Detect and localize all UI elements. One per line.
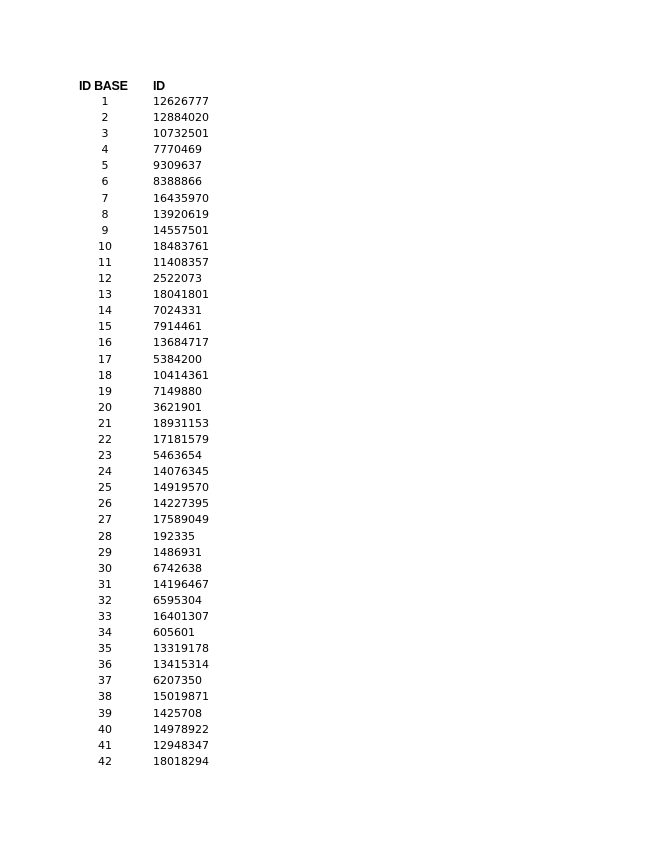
table-row [79, 432, 233, 448]
id-base-cell: 5 [101, 159, 109, 173]
table-row [79, 174, 233, 190]
table-row [79, 480, 233, 496]
table-row [79, 561, 233, 577]
column-header-id-base: ID BASE [79, 79, 128, 93]
table-row [79, 577, 233, 593]
id-cell: 18018294 [153, 754, 209, 768]
id-base-cell: 11 [98, 255, 112, 269]
id-cell: 10414361 [153, 368, 209, 382]
id-cell: 7024331 [153, 304, 202, 318]
id-cell: 14919570 [153, 481, 209, 495]
id-cell: 5384200 [153, 352, 202, 366]
id-cell: 10732501 [153, 127, 209, 141]
table-row [79, 529, 233, 545]
table-row [79, 271, 233, 287]
id-base-cell: 40 [98, 722, 112, 736]
id-base-cell: 26 [98, 497, 112, 511]
table-row [79, 400, 233, 416]
id-base-cell: 37 [98, 674, 112, 688]
id-base-cell: 29 [98, 545, 112, 559]
id-base-cell: 8 [101, 207, 109, 221]
table-row [79, 754, 233, 770]
id-cell: 17181579 [153, 432, 209, 446]
id-base-cell: 4 [101, 143, 109, 157]
table-row [79, 625, 233, 641]
table-row [79, 706, 233, 722]
table-row [79, 239, 233, 255]
table-row [79, 368, 233, 384]
id-cell: 14978922 [153, 722, 209, 736]
id-cell: 6595304 [153, 593, 202, 607]
id-base-cell: 38 [98, 690, 112, 704]
id-base-cell: 32 [98, 593, 112, 607]
column-header-id: ID [153, 79, 165, 93]
id-cell: 16435970 [153, 191, 209, 205]
id-cell: 15019871 [153, 690, 209, 704]
table-row [79, 689, 233, 705]
id-base-cell: 12 [98, 272, 112, 286]
id-cell: 14227395 [153, 497, 209, 511]
table-row [79, 722, 233, 738]
id-base-cell: 3 [101, 127, 109, 141]
id-cell: 8388866 [153, 175, 202, 189]
id-base-cell: 42 [98, 754, 112, 768]
id-table [79, 78, 233, 770]
table-row [79, 207, 233, 223]
id-base-cell: 25 [98, 481, 112, 495]
id-cell: 7149880 [153, 384, 202, 398]
id-base-cell: 41 [98, 738, 112, 752]
id-base-cell: 35 [98, 642, 112, 656]
table-row [79, 255, 233, 271]
id-cell: 11408357 [153, 255, 209, 269]
table-row [79, 94, 233, 110]
id-base-cell: 34 [98, 626, 112, 640]
id-base-cell: 18 [98, 368, 112, 382]
table-row [79, 303, 233, 319]
id-base-cell: 15 [98, 320, 112, 334]
id-cell: 14557501 [153, 223, 209, 237]
id-cell: 18483761 [153, 239, 209, 253]
table-row [79, 673, 233, 689]
id-cell: 17589049 [153, 513, 209, 527]
id-cell: 2522073 [153, 272, 202, 286]
table-row [79, 738, 233, 754]
id-cell: 14196467 [153, 577, 209, 591]
id-cell: 13684717 [153, 336, 209, 350]
header-row [79, 78, 233, 94]
id-cell: 13415314 [153, 658, 209, 672]
table-row [79, 496, 233, 512]
table-row [79, 191, 233, 207]
id-base-cell: 10 [98, 239, 112, 253]
id-cell: 13920619 [153, 207, 209, 221]
id-cell: 6742638 [153, 561, 202, 575]
id-base-cell: 33 [98, 610, 112, 623]
table-row [79, 448, 233, 464]
table-row [79, 110, 233, 126]
id-base-cell: 7 [101, 191, 109, 205]
id-base-cell: 21 [98, 416, 112, 430]
table-row [79, 287, 233, 303]
id-cell: 9309637 [153, 159, 202, 173]
id-base-cell: 6 [101, 175, 109, 189]
id-cell: 18041801 [153, 288, 209, 302]
id-base-cell: 1 [101, 95, 109, 108]
table-row [79, 126, 233, 142]
table-row [79, 319, 233, 335]
id-base-cell: 30 [98, 561, 112, 575]
id-base-cell: 39 [98, 706, 112, 720]
table-row [79, 464, 233, 480]
id-cell: 1425708 [153, 706, 202, 720]
table-row [79, 352, 233, 368]
id-base-cell: 20 [98, 400, 112, 414]
id-base-cell: 27 [98, 513, 112, 527]
table-row [79, 223, 233, 239]
id-cell: 7914461 [153, 320, 202, 334]
id-base-cell: 19 [98, 384, 112, 398]
id-cell: 13319178 [153, 642, 209, 656]
id-cell: 192335 [153, 529, 195, 543]
table-row [79, 384, 233, 400]
table-row [79, 657, 233, 673]
id-base-cell: 23 [98, 449, 112, 463]
id-cell: 18931153 [153, 416, 209, 430]
id-cell: 3621901 [153, 400, 202, 414]
table-body [79, 94, 233, 770]
id-cell: 16401307 [153, 610, 209, 623]
id-cell: 1486931 [153, 545, 202, 559]
id-cell: 605601 [153, 626, 195, 640]
id-base-cell: 17 [98, 352, 112, 366]
id-cell: 12948347 [153, 738, 209, 752]
table-row [79, 545, 233, 561]
table-row [79, 609, 233, 625]
table-row [79, 512, 233, 528]
id-cell: 5463654 [153, 449, 202, 463]
id-base-cell: 9 [101, 223, 109, 237]
table-row [79, 158, 233, 174]
id-base-cell: 36 [98, 658, 112, 672]
id-base-cell: 31 [98, 577, 112, 591]
id-base-cell: 24 [98, 465, 112, 479]
id-cell: 6207350 [153, 674, 202, 688]
id-cell: 12884020 [153, 111, 209, 125]
table-row [79, 416, 233, 432]
id-base-cell: 28 [98, 529, 112, 543]
table-row [79, 593, 233, 609]
id-cell: 14076345 [153, 465, 209, 479]
id-base-cell: 22 [98, 432, 112, 446]
id-cell: 7770469 [153, 143, 202, 157]
id-base-cell: 14 [98, 304, 112, 318]
table-row [79, 335, 233, 351]
table-row [79, 641, 233, 657]
id-base-cell: 2 [101, 111, 109, 125]
table-row [79, 142, 233, 158]
id-cell: 12626777 [153, 95, 209, 108]
id-base-cell: 16 [98, 336, 112, 350]
id-base-cell: 13 [98, 288, 112, 302]
